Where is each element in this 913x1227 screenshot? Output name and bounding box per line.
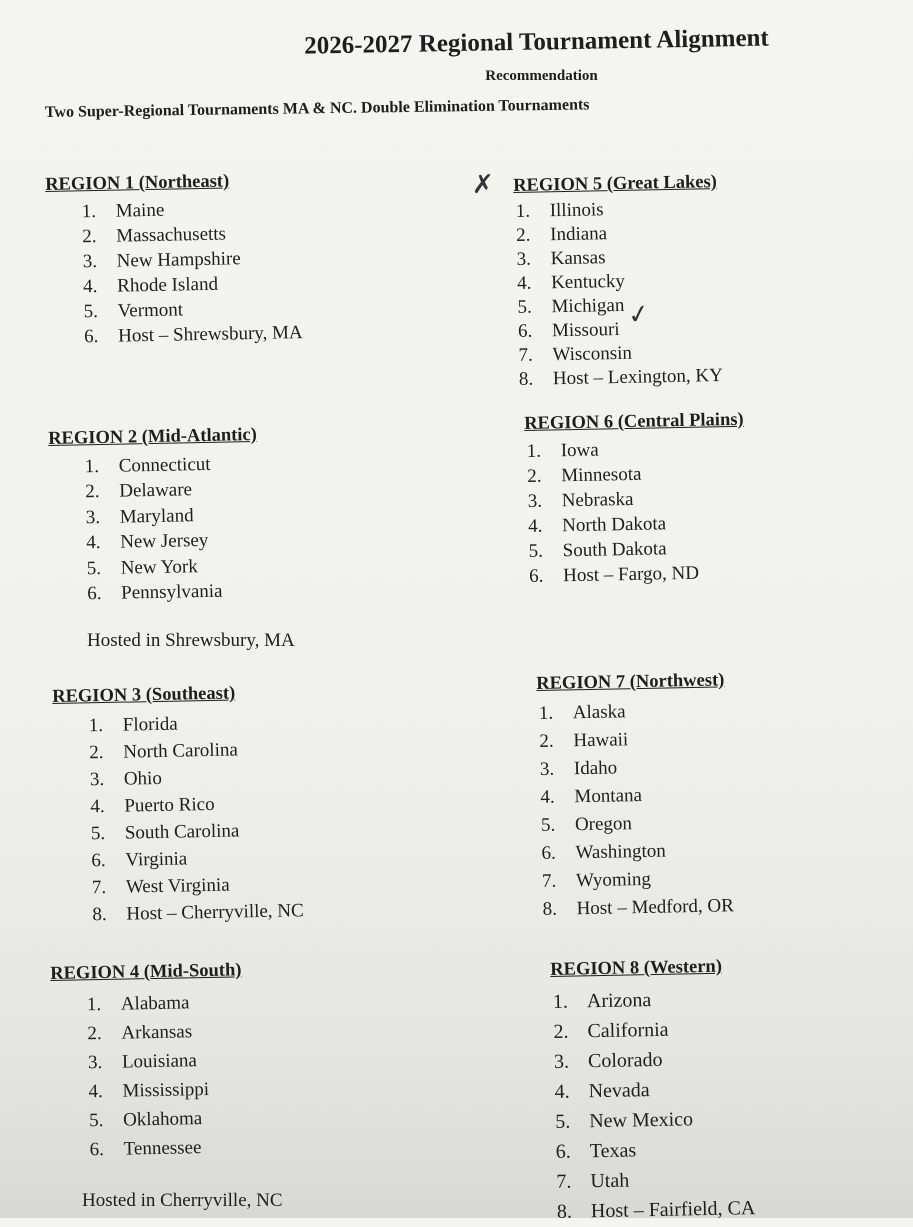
- list-item: 2. Minnesota: [527, 463, 642, 487]
- region-7: [536, 666, 734, 924]
- list-item: 6. Tennessee: [89, 1137, 202, 1161]
- list-item: 4. Montana: [540, 784, 643, 808]
- handwritten-check-icon: ✓: [625, 298, 653, 332]
- list-item: 6. Host – Fargo, ND: [528, 562, 700, 587]
- list-item: 4. North Dakota: [527, 513, 667, 537]
- list-item: 6. Pennsylvania: [87, 580, 223, 605]
- list-item: 5. New York: [86, 555, 198, 579]
- list-item: 8. Host – Medford, OR: [542, 895, 735, 920]
- region-title: REGION 7 (Northwest): [536, 670, 725, 694]
- list-item: 8. Host – Lexington, KY: [518, 365, 724, 390]
- page-description: Two Super-Regional Tournaments MA & NC. Double Elimination Tournaments: [44, 96, 590, 121]
- list-item: 4. Nevada: [554, 1079, 650, 1103]
- list-item: 1. Maine: [81, 199, 165, 223]
- region-list: [513, 196, 723, 392]
- list-item: 5. Vermont: [83, 299, 184, 323]
- page-title: 2026-2027 Regional Tournament Alignment: [303, 24, 769, 60]
- list-item: 3. New Hampshire: [82, 248, 241, 273]
- list-item: 7. West Virginia: [91, 874, 230, 899]
- region-list: [551, 983, 756, 1227]
- host-note: Hosted in Cherryville, NC: [82, 1190, 283, 1211]
- list-item: 3. Ohio: [89, 767, 163, 791]
- region-title: REGION 5 (Great Lakes): [513, 172, 718, 196]
- region-title: REGION 3 (Southeast): [52, 683, 236, 707]
- host-note: Hosted in Shrewsbury, MA: [87, 630, 295, 651]
- region-5: [513, 170, 723, 392]
- list-item: 7. Wisconsin: [518, 342, 633, 366]
- list-item: 4. Kentucky: [516, 270, 626, 294]
- region-list: [51, 987, 246, 1165]
- list-item: 4. Mississippi: [88, 1078, 210, 1103]
- list-item: 6. Host – Shrewsbury, MA: [83, 322, 303, 348]
- list-item: 1. Alaska: [538, 701, 626, 724]
- list-item: 6. Missouri: [517, 318, 620, 342]
- handwritten-x-mark-icon: ✗: [472, 170, 494, 200]
- list-item: 2. California: [553, 1018, 669, 1043]
- list-item: 3. Maryland: [85, 504, 194, 528]
- page-subtitle: Recommendation: [485, 68, 598, 84]
- list-item: 5. Oklahoma: [88, 1108, 203, 1132]
- region-title: REGION 2 (Mid-Atlantic): [48, 424, 258, 449]
- region-6: [524, 408, 747, 589]
- list-item: 8. Host – Fairfield, CA: [556, 1197, 756, 1223]
- list-item: 1. Illinois: [515, 199, 604, 222]
- list-item: 8. Host – Cherryville, NC: [92, 900, 304, 926]
- list-item: 5. South Carolina: [90, 820, 240, 845]
- list-item: 3. Idaho: [539, 757, 618, 780]
- region-title: REGION 4 (Mid-South): [50, 960, 242, 984]
- list-item: 4. New Jersey: [86, 529, 209, 554]
- region-1: [45, 168, 303, 350]
- list-item: 5. Michigan: [517, 294, 625, 318]
- region-title: REGION 6 (Central Plains): [524, 409, 744, 434]
- region-list: [46, 195, 303, 350]
- list-item: 5. New Mexico: [554, 1108, 694, 1133]
- list-item: 1. Arizona: [552, 989, 652, 1013]
- list-item: 6. Texas: [555, 1139, 637, 1163]
- list-item: 5. South Dakota: [528, 538, 667, 562]
- region-list: [525, 435, 747, 589]
- region-title: REGION 8 (Western): [550, 956, 723, 980]
- list-item: 3. Louisiana: [87, 1050, 198, 1074]
- region-list: [537, 696, 735, 924]
- list-item: 4. Rhode Island: [82, 273, 219, 298]
- list-item: 7. Utah: [556, 1169, 630, 1193]
- region-3: [52, 679, 304, 929]
- region-list: [53, 708, 304, 929]
- list-item: 2. Indiana: [515, 223, 608, 246]
- list-item: 7. Wyoming: [541, 868, 652, 892]
- list-item: 2. Massachusetts: [82, 223, 227, 248]
- region-8: [550, 951, 756, 1227]
- list-item: 2. Arkansas: [87, 1021, 193, 1045]
- list-item: 3. Colorado: [553, 1048, 663, 1073]
- region-title: REGION 1 (Northeast): [45, 171, 230, 195]
- list-item: 1. Florida: [88, 713, 178, 737]
- list-item: 6. Virginia: [91, 848, 188, 872]
- list-item: 4. Puerto Rico: [90, 793, 215, 818]
- list-item: 1. Iowa: [526, 439, 599, 462]
- list-item: 3. Kansas: [516, 247, 606, 270]
- list-item: 6. Washington: [541, 840, 666, 864]
- region-4: [50, 956, 245, 1165]
- list-item: 5. Oregon: [540, 813, 633, 836]
- list-item: 1. Alabama: [86, 992, 190, 1016]
- list-item: 3. Nebraska: [527, 488, 634, 512]
- list-item: 2. North Carolina: [89, 739, 239, 764]
- region-list: [49, 450, 261, 607]
- list-item: 2. Hawaii: [539, 729, 629, 752]
- region-2: [48, 423, 260, 607]
- list-item: 1. Connecticut: [84, 453, 211, 477]
- list-item: 2. Delaware: [85, 479, 193, 503]
